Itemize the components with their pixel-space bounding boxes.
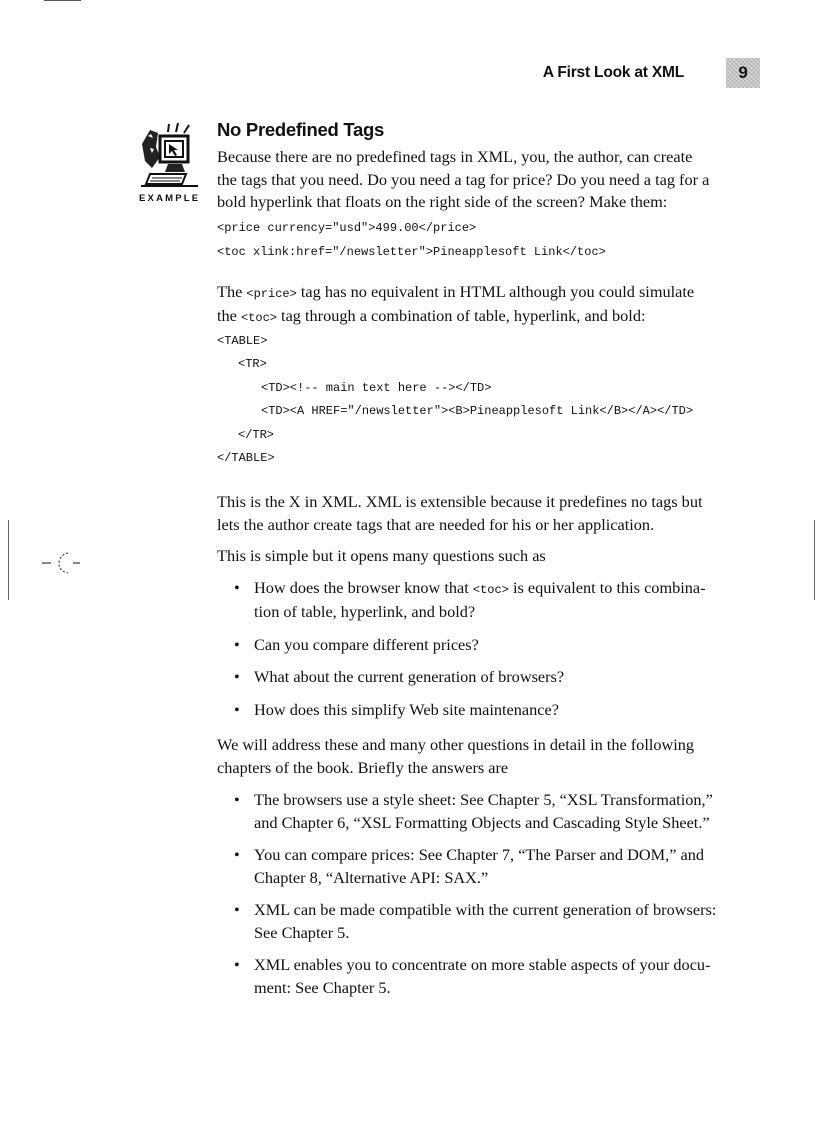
text-line: bold hyperlink that floats on the right side of the screen? Make them: <box>217 192 668 211</box>
inline-code: <toc> <box>240 311 277 325</box>
text-run: XML can be made compatible with the current generation of browsers: <box>254 900 717 919</box>
text-line: the tags that you need. Do you need a tag for price? Do you need a tag for a <box>217 169 710 189</box>
text-run: tag has no equivalent in HTML although you could simulate <box>296 281 695 301</box>
text-run: ment: See Chapter 5. <box>254 977 391 997</box>
text-line: This is the X in XML. XML is extensible because it predefines no tags but <box>217 492 703 511</box>
text-line: chapters of the book. Briefly the answers are <box>217 757 509 777</box>
list-item: • How does this simplify Web site maintenance? <box>254 699 767 722</box>
section-title: No Predefined Tags <box>217 119 384 140</box>
questions-list <box>217 577 767 722</box>
text-run: tag through a combination of table, hyperlink, and bold: <box>276 306 646 325</box>
crop-mark-icon <box>42 550 82 576</box>
right-edge-rule <box>814 520 815 600</box>
code-line: <toc xlink:href="/newsletter">Pineapplesoft Link</toc> <box>217 244 606 259</box>
text-run: Chapter 8, “Alternative API: SAX.” <box>254 867 489 887</box>
code-line: <TD><!-- main text here --></TD> <box>261 380 492 395</box>
text-run: The <box>217 281 247 301</box>
text-run: The browsers use a style sheet: See Chapter 5, “XSL Transformation,” <box>254 790 713 809</box>
example-icon <box>138 120 200 190</box>
intro-paragraph <box>217 146 767 214</box>
list-item <box>254 954 767 999</box>
questions-intro: This is simple but it opens many questions such as <box>217 546 546 565</box>
text-line: Because there are no predefined tags in XML, you, the author, can create <box>217 147 693 166</box>
code-line: </TR> <box>238 427 275 442</box>
list-item: • What about the current generation of browsers? <box>254 666 767 689</box>
text-run: You can compare prices: See Chapter 7, “The Parser and DOM,” and <box>254 845 705 864</box>
text-run: the <box>217 306 241 325</box>
text-run: is equivalent to this combina- <box>508 577 706 597</box>
code-example-tags <box>217 221 767 259</box>
inline-code: <price> <box>246 286 297 301</box>
text-run: tion of table, hyperlink, and bold? <box>254 602 476 621</box>
extensible-paragraph <box>217 491 767 536</box>
main-content <box>217 119 767 999</box>
text-run: See Chapter 5. <box>254 922 350 942</box>
list-item: • Can you compare different prices? <box>254 634 767 657</box>
code-line: <TABLE> <box>217 333 268 348</box>
inline-code: <toc> <box>472 582 509 597</box>
list-item <box>254 577 767 624</box>
code-line: <TR> <box>238 357 267 371</box>
list-item <box>254 899 767 944</box>
code-line: <price currency="usd">499.00</price> <box>217 220 477 235</box>
running-title: A First Look at XML <box>542 64 684 81</box>
list-item <box>254 789 767 834</box>
text-run: XML enables you to concentrate on more stable aspects of your docu- <box>254 955 711 974</box>
corner-rule <box>44 0 81 1</box>
answers-intro <box>217 734 767 779</box>
html-comparison-paragraph <box>217 281 767 330</box>
left-edge-rule <box>8 520 9 600</box>
example-label: EXAMPLE <box>139 193 201 204</box>
text-line: lets the author create tags that are needed for his or her application. <box>217 514 655 534</box>
answers-list <box>217 789 767 999</box>
running-header <box>543 58 760 88</box>
code-line: </TABLE> <box>217 451 275 465</box>
page-number: 9 <box>726 58 760 88</box>
text-run: and Chapter 6, “XSL Formatting Objects and Cascading Style Sheet.” <box>254 812 710 832</box>
text-run: How does the browser know that <box>254 577 473 597</box>
code-example-html-table <box>217 334 767 466</box>
list-item <box>254 844 767 889</box>
text-line: We will address these and many other questions in detail in the following <box>217 735 695 754</box>
code-line: <TD><A HREF="/newsletter"><B>Pineapplesoft Link</B></A></TD> <box>261 404 694 418</box>
